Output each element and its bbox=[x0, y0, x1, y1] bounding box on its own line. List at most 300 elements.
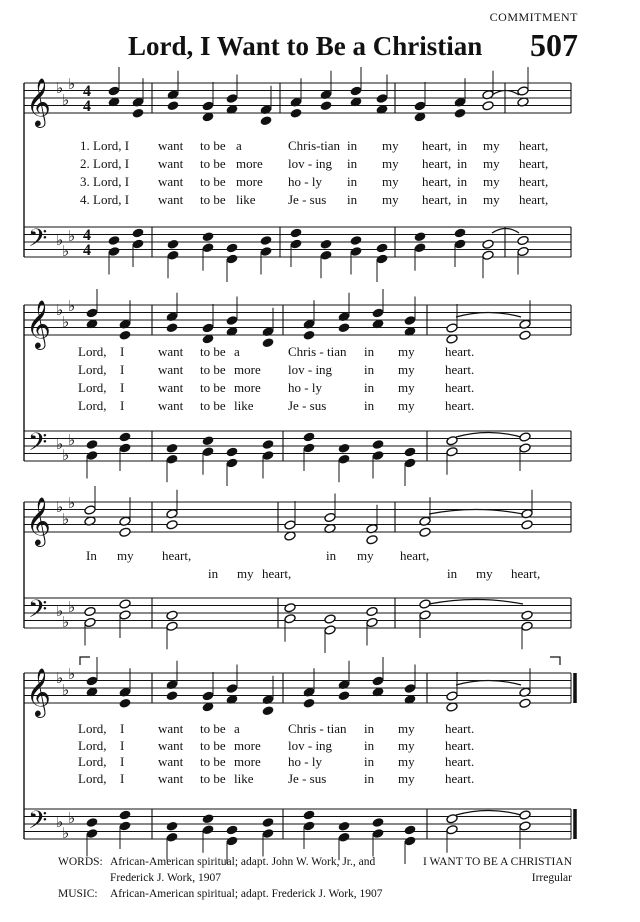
lyric-syllable: heart. bbox=[445, 770, 475, 786]
lyric-syllable: in bbox=[364, 362, 375, 377]
flat-icon: ♭ bbox=[62, 313, 70, 331]
alto-note bbox=[166, 323, 178, 333]
flat-icon: ♭ bbox=[62, 510, 70, 528]
bass-note bbox=[324, 625, 336, 635]
lyric-syllable: Chris - tian bbox=[288, 721, 347, 736]
lyric-syllable: want bbox=[158, 770, 184, 786]
lyric-syllable: my bbox=[117, 548, 134, 563]
lyric-syllable: heart, bbox=[519, 192, 549, 207]
bass-note bbox=[84, 617, 96, 627]
bass-note bbox=[372, 828, 384, 838]
lyric-syllable: my bbox=[382, 174, 399, 189]
tenor-note bbox=[132, 228, 144, 238]
lyric-syllable: heart. bbox=[445, 398, 475, 413]
alto-note bbox=[167, 101, 179, 111]
lyric-syllable: heart. bbox=[445, 737, 475, 753]
tenor-note bbox=[290, 228, 302, 238]
soprano-note bbox=[202, 323, 214, 333]
alto-note bbox=[521, 520, 533, 530]
lyric-syllable: to be bbox=[200, 398, 226, 413]
hymn-title: Lord, I Want to Be a Christian bbox=[128, 31, 483, 61]
lyric-syllable: to be bbox=[200, 737, 226, 753]
bass-note bbox=[404, 458, 416, 468]
lyric-syllable: lov - ing bbox=[288, 362, 333, 377]
lyric-syllable: Lord, bbox=[78, 737, 107, 753]
bass-note bbox=[226, 458, 238, 468]
bass-note bbox=[202, 447, 214, 457]
soprano-note bbox=[226, 93, 238, 103]
lyric-syllable: more bbox=[236, 156, 263, 171]
tenor-note bbox=[482, 239, 494, 249]
bass-note bbox=[119, 821, 131, 831]
lyric-syllable: lov - ing bbox=[288, 737, 333, 753]
alto-note bbox=[519, 330, 531, 340]
flat-icon: ♭ bbox=[68, 431, 76, 449]
lyric-syllable: want bbox=[158, 398, 184, 413]
lyric-syllable: Lord, bbox=[78, 380, 107, 395]
lyric-syllable: heart, bbox=[422, 156, 452, 171]
lyric-syllable: my bbox=[398, 754, 415, 769]
time-signature: 4 bbox=[83, 83, 91, 100]
tie bbox=[456, 433, 521, 438]
lyric-syllable: a bbox=[236, 138, 242, 153]
lyric-syllable: want bbox=[158, 192, 184, 207]
bass-note bbox=[517, 246, 529, 256]
lyric-syllable: Lord, bbox=[78, 344, 107, 359]
tenor-note bbox=[166, 610, 178, 620]
lyric-syllable: want bbox=[158, 138, 184, 153]
bass-note bbox=[202, 825, 214, 835]
lyric-syllable: I bbox=[120, 721, 125, 736]
alto-note bbox=[166, 691, 178, 701]
lyric-syllable: my bbox=[398, 737, 415, 753]
flat-icon: ♭ bbox=[62, 824, 70, 842]
tenor-note bbox=[404, 825, 416, 835]
tenor-note bbox=[226, 243, 238, 253]
tenor-note bbox=[303, 432, 315, 442]
tenor-note bbox=[226, 825, 238, 835]
flat-icon: ♭ bbox=[56, 813, 64, 831]
bass-note bbox=[482, 250, 494, 260]
tenor-note bbox=[84, 606, 96, 616]
lyric-syllable: heart, bbox=[519, 156, 549, 171]
lyric-syllable: in bbox=[364, 344, 375, 359]
lyric-syllable: to be bbox=[200, 770, 226, 786]
lyric-syllable: more bbox=[236, 174, 263, 189]
bracket-mark bbox=[80, 657, 90, 665]
lyric-syllable: in bbox=[457, 138, 468, 153]
tenor-note bbox=[119, 810, 131, 820]
treble-clef-icon: 𝄞 bbox=[26, 299, 51, 348]
lyric-syllable: want bbox=[158, 344, 184, 359]
soprano-note bbox=[284, 520, 296, 530]
treble-clef-icon: 𝄞 bbox=[26, 77, 51, 126]
lyric-syllable: like bbox=[236, 192, 256, 207]
lyric-syllable: heart. bbox=[445, 754, 475, 769]
flat-icon: ♭ bbox=[62, 242, 70, 260]
tenor-note bbox=[320, 239, 332, 249]
lyric-syllable: In bbox=[86, 548, 97, 563]
lyric-syllable: in bbox=[364, 737, 375, 753]
lyric-syllable: my bbox=[483, 156, 500, 171]
bass-note bbox=[372, 450, 384, 460]
soprano-note bbox=[446, 691, 458, 701]
lyric-syllable: my bbox=[382, 138, 399, 153]
lyric-syllable: in bbox=[364, 770, 375, 786]
alto-note bbox=[320, 101, 332, 111]
lyric-syllable: like bbox=[234, 398, 254, 413]
lyric-syllable: lov - ing bbox=[288, 156, 333, 171]
bass-note bbox=[166, 621, 178, 631]
bass-note bbox=[290, 239, 302, 249]
lyric-syllable: in bbox=[364, 754, 375, 769]
alto-note bbox=[119, 698, 131, 708]
flat-icon: ♭ bbox=[68, 75, 76, 93]
tenor-note bbox=[338, 443, 350, 453]
bass-note bbox=[454, 239, 466, 249]
lyric-syllable: in bbox=[326, 548, 337, 563]
lyric-syllable: in bbox=[457, 156, 468, 171]
soprano-note bbox=[226, 315, 238, 325]
flat-icon: ♭ bbox=[68, 809, 76, 827]
lyric-syllable: heart, bbox=[262, 566, 292, 581]
flat-icon: ♭ bbox=[56, 669, 64, 687]
alto-note bbox=[366, 535, 378, 545]
music-credit bbox=[58, 888, 383, 900]
lyric-syllable: my bbox=[398, 770, 415, 786]
tenor-note bbox=[262, 817, 274, 827]
lyric-syllable: I bbox=[120, 380, 125, 395]
lyric-syllable: Je - sus bbox=[288, 192, 327, 207]
lyric-syllable: to be bbox=[200, 362, 226, 377]
bass-clef-icon: 𝄢 bbox=[28, 428, 48, 463]
lyric-syllable: heart, bbox=[511, 566, 541, 581]
alto-note bbox=[419, 527, 431, 537]
words-label: WORDS: bbox=[58, 856, 103, 868]
flat-icon: ♭ bbox=[62, 91, 70, 109]
soprano-note bbox=[202, 691, 214, 701]
soprano-note bbox=[404, 315, 416, 325]
lyric-syllable: more bbox=[234, 754, 261, 769]
lyric-syllable: want bbox=[158, 721, 184, 736]
lyric-syllable: my bbox=[398, 344, 415, 359]
soprano-note bbox=[324, 512, 336, 522]
lyric-syllable: my bbox=[398, 398, 415, 413]
tenor-note bbox=[260, 235, 272, 245]
soprano-note bbox=[404, 683, 416, 693]
soprano-note bbox=[84, 505, 96, 515]
tenor-note bbox=[454, 228, 466, 238]
tenor-note bbox=[372, 439, 384, 449]
lyric-syllable: ho - ly bbox=[288, 380, 322, 395]
alto-note bbox=[119, 330, 131, 340]
lyric-syllable: heart, bbox=[519, 138, 549, 153]
bass-note bbox=[404, 836, 416, 846]
flat-icon: ♭ bbox=[62, 613, 70, 631]
lyric-syllable: want bbox=[158, 380, 184, 395]
lyric-syllable: in bbox=[364, 380, 375, 395]
lyric-syllable: my bbox=[483, 192, 500, 207]
bass-note bbox=[86, 450, 98, 460]
flat-icon: ♭ bbox=[56, 231, 64, 249]
lyric-syllable: in bbox=[347, 174, 358, 189]
soprano-note bbox=[86, 676, 98, 686]
lyric-syllable: heart, bbox=[162, 548, 192, 563]
lyric-syllable: in bbox=[457, 192, 468, 207]
lyric-syllable: more bbox=[234, 362, 261, 377]
words-credit bbox=[58, 856, 375, 868]
words-line-2: Frederick J. Work, 1907 bbox=[110, 872, 221, 884]
alto-note bbox=[519, 698, 531, 708]
tenor-note bbox=[202, 232, 214, 242]
bass-note bbox=[519, 443, 531, 453]
bass-note bbox=[226, 836, 238, 846]
lyric-syllable: heart. bbox=[445, 380, 475, 395]
lyric-syllable: want bbox=[158, 362, 184, 377]
lyric-syllable: my bbox=[398, 721, 415, 736]
lyric-syllable: more bbox=[234, 380, 261, 395]
bass-note bbox=[320, 250, 332, 260]
flat-icon: ♭ bbox=[56, 79, 64, 97]
bass-note bbox=[519, 821, 531, 831]
alto-note bbox=[338, 691, 350, 701]
tenor-note bbox=[262, 439, 274, 449]
time-signature: 4 bbox=[83, 98, 91, 115]
lyric-syllable: to be bbox=[200, 721, 226, 736]
tenor-note bbox=[202, 436, 214, 446]
tenor-note bbox=[324, 614, 336, 624]
bass-note bbox=[226, 254, 238, 264]
bass-note bbox=[166, 832, 178, 842]
hymn-number: 507 bbox=[530, 27, 578, 63]
lyric-syllable: I bbox=[120, 754, 125, 769]
lyric-syllable: my bbox=[398, 380, 415, 395]
time-signature: 4 bbox=[83, 242, 91, 259]
tenor-note bbox=[167, 239, 179, 249]
tenor-note bbox=[119, 432, 131, 442]
soprano-note bbox=[202, 101, 214, 111]
lyric-syllable: like bbox=[234, 770, 254, 786]
lyric-syllable: heart. bbox=[445, 344, 475, 359]
bass-note bbox=[350, 246, 362, 256]
lyric-syllable: to be bbox=[200, 380, 226, 395]
words-line-1: African-American spiritual; adapt. John W. Work, Jr., and bbox=[110, 856, 376, 868]
lyric-syllable: I bbox=[120, 737, 125, 753]
tenor-note bbox=[338, 821, 350, 831]
flat-icon: ♭ bbox=[68, 598, 76, 616]
soprano-note bbox=[226, 683, 238, 693]
lyric-syllable: want bbox=[158, 156, 184, 171]
flat-icon: ♭ bbox=[68, 494, 76, 512]
tie bbox=[429, 510, 523, 515]
alto-note bbox=[119, 527, 131, 537]
alto-note bbox=[482, 101, 494, 111]
lyric-syllable: my bbox=[382, 156, 399, 171]
tenor-note bbox=[366, 606, 378, 616]
bass-note bbox=[338, 832, 350, 842]
alto-note bbox=[290, 108, 302, 118]
bass-note bbox=[262, 450, 274, 460]
alto-note bbox=[262, 338, 274, 348]
lyric-syllable: in bbox=[457, 174, 468, 189]
lyric-syllable: heart, bbox=[400, 548, 430, 563]
bass-note bbox=[86, 828, 98, 838]
lyric-syllable: I bbox=[120, 344, 125, 359]
alto-note bbox=[303, 698, 315, 708]
bass-clef-icon: 𝄢 bbox=[28, 595, 48, 630]
tenor-note bbox=[226, 447, 238, 457]
flat-icon: ♭ bbox=[56, 301, 64, 319]
lyric-syllable: Lord, bbox=[78, 398, 107, 413]
alto-note bbox=[132, 108, 144, 118]
bass-note bbox=[262, 828, 274, 838]
lyric-syllable: ho - ly bbox=[288, 174, 322, 189]
lyric-syllable: my bbox=[382, 192, 399, 207]
tie bbox=[456, 313, 521, 318]
tune-name: I WANT TO BE A CHRISTIAN bbox=[423, 856, 572, 868]
lyric-syllable: Lord, bbox=[78, 754, 107, 769]
bass-note bbox=[446, 825, 458, 835]
bass-note bbox=[366, 617, 378, 627]
flat-icon: ♭ bbox=[68, 227, 76, 245]
lyric-syllable: my bbox=[476, 566, 493, 581]
lyric-syllable: more bbox=[234, 737, 261, 753]
soprano-note bbox=[372, 308, 384, 318]
lyric-syllable: to be bbox=[200, 156, 226, 171]
lyric-syllable: in bbox=[208, 566, 219, 581]
lyric-syllable: I bbox=[120, 770, 125, 786]
meter: Irregular bbox=[531, 872, 572, 884]
lyric-syllable: 1. Lord, I bbox=[80, 138, 130, 153]
lyric-syllable: Lord, bbox=[78, 362, 107, 377]
tenor-note bbox=[521, 610, 533, 620]
lyric-syllable: in bbox=[364, 721, 375, 736]
lyric-syllable: my bbox=[483, 138, 500, 153]
bass-note bbox=[303, 443, 315, 453]
lyric-syllable: in bbox=[347, 192, 358, 207]
lyric-syllable: in bbox=[347, 138, 358, 153]
alto-note bbox=[303, 330, 315, 340]
lyric-syllable: want bbox=[158, 754, 184, 769]
tenor-note bbox=[166, 443, 178, 453]
lyric-syllable: to be bbox=[200, 754, 226, 769]
flat-icon: ♭ bbox=[56, 602, 64, 620]
tenor-note bbox=[414, 232, 426, 242]
soprano-note bbox=[108, 86, 120, 96]
alto-note bbox=[262, 706, 274, 716]
alto-note bbox=[338, 323, 350, 333]
bass-note bbox=[338, 454, 350, 464]
bass-note bbox=[167, 250, 179, 260]
lyric-syllable: 2. Lord, I bbox=[80, 156, 130, 171]
lyric-syllable: to be bbox=[200, 344, 226, 359]
bass-clef-icon: 𝄢 bbox=[28, 224, 48, 259]
flat-icon: ♭ bbox=[68, 297, 76, 315]
soprano-note bbox=[414, 101, 426, 111]
treble-clef-icon: 𝄞 bbox=[26, 667, 51, 716]
tenor-note bbox=[303, 810, 315, 820]
lyric-syllable: Lord, bbox=[78, 770, 107, 786]
category-label: COMMITMENT bbox=[489, 10, 578, 24]
lyric-syllable: I bbox=[120, 362, 125, 377]
lyric-syllable: I bbox=[120, 398, 125, 413]
flat-icon: ♭ bbox=[56, 498, 64, 516]
lyric-syllable: Je - sus bbox=[288, 398, 327, 413]
lyric-syllable: in bbox=[447, 566, 458, 581]
tie bbox=[456, 681, 521, 686]
lyric-syllable: 4. Lord, I bbox=[80, 192, 130, 207]
tenor-note bbox=[404, 447, 416, 457]
tenor-note bbox=[202, 814, 214, 824]
bass-note bbox=[108, 246, 120, 256]
soprano-note bbox=[350, 86, 362, 96]
lyric-syllable: heart, bbox=[422, 174, 452, 189]
lyric-syllable: heart. bbox=[445, 362, 475, 377]
soprano-note bbox=[446, 323, 458, 333]
lyric-syllable: in bbox=[364, 398, 375, 413]
flat-icon: ♭ bbox=[62, 681, 70, 699]
bass-note bbox=[284, 614, 296, 624]
tenor-note bbox=[108, 235, 120, 245]
bass-note bbox=[166, 454, 178, 464]
tenor-note bbox=[86, 817, 98, 827]
alto-note bbox=[454, 108, 466, 118]
bass-note bbox=[376, 254, 388, 264]
bass-note bbox=[132, 239, 144, 249]
tie bbox=[429, 600, 523, 605]
tenor-note bbox=[86, 439, 98, 449]
lyric-syllable: ho - ly bbox=[288, 754, 322, 769]
lyric-syllable: Chris - tian bbox=[288, 344, 347, 359]
lyric-syllable: 3. Lord, I bbox=[80, 174, 130, 189]
lyric-syllable: to be bbox=[200, 174, 226, 189]
soprano-note bbox=[376, 93, 388, 103]
time-signature: 4 bbox=[83, 227, 91, 244]
bass-clef-icon: 𝄢 bbox=[28, 806, 48, 841]
bass-note bbox=[446, 447, 458, 457]
bass-note bbox=[260, 246, 272, 256]
lyric-syllable: want bbox=[158, 174, 184, 189]
flat-icon: ♭ bbox=[68, 665, 76, 683]
tenor-note bbox=[372, 817, 384, 827]
tenor-note bbox=[119, 599, 131, 609]
lyric-syllable: Je - sus bbox=[288, 770, 327, 786]
lyric-syllable: my bbox=[398, 362, 415, 377]
lyric-syllable: my bbox=[483, 174, 500, 189]
lyric-syllable: heart, bbox=[422, 192, 452, 207]
music-text: African-American spiritual; adapt. Frederick J. Work, 1907 bbox=[110, 888, 383, 900]
tenor-note bbox=[350, 235, 362, 245]
bracket-mark bbox=[550, 657, 560, 665]
treble-clef-icon: 𝄞 bbox=[26, 496, 51, 545]
lyric-syllable: heart, bbox=[519, 174, 549, 189]
soprano-note bbox=[372, 676, 384, 686]
bass-note bbox=[119, 610, 131, 620]
bass-note bbox=[303, 821, 315, 831]
bass-note bbox=[414, 243, 426, 253]
tenor-note bbox=[166, 821, 178, 831]
bass-note bbox=[119, 443, 131, 453]
flat-icon: ♭ bbox=[56, 435, 64, 453]
lyric-syllable: Chris-tian bbox=[288, 138, 340, 153]
tenor-note bbox=[284, 603, 296, 613]
lyric-syllable: my bbox=[357, 548, 374, 563]
tenor-note bbox=[517, 235, 529, 245]
bass-note bbox=[202, 243, 214, 253]
tenor-note bbox=[376, 243, 388, 253]
bass-note bbox=[521, 621, 533, 631]
lyric-syllable: to be bbox=[200, 138, 226, 153]
